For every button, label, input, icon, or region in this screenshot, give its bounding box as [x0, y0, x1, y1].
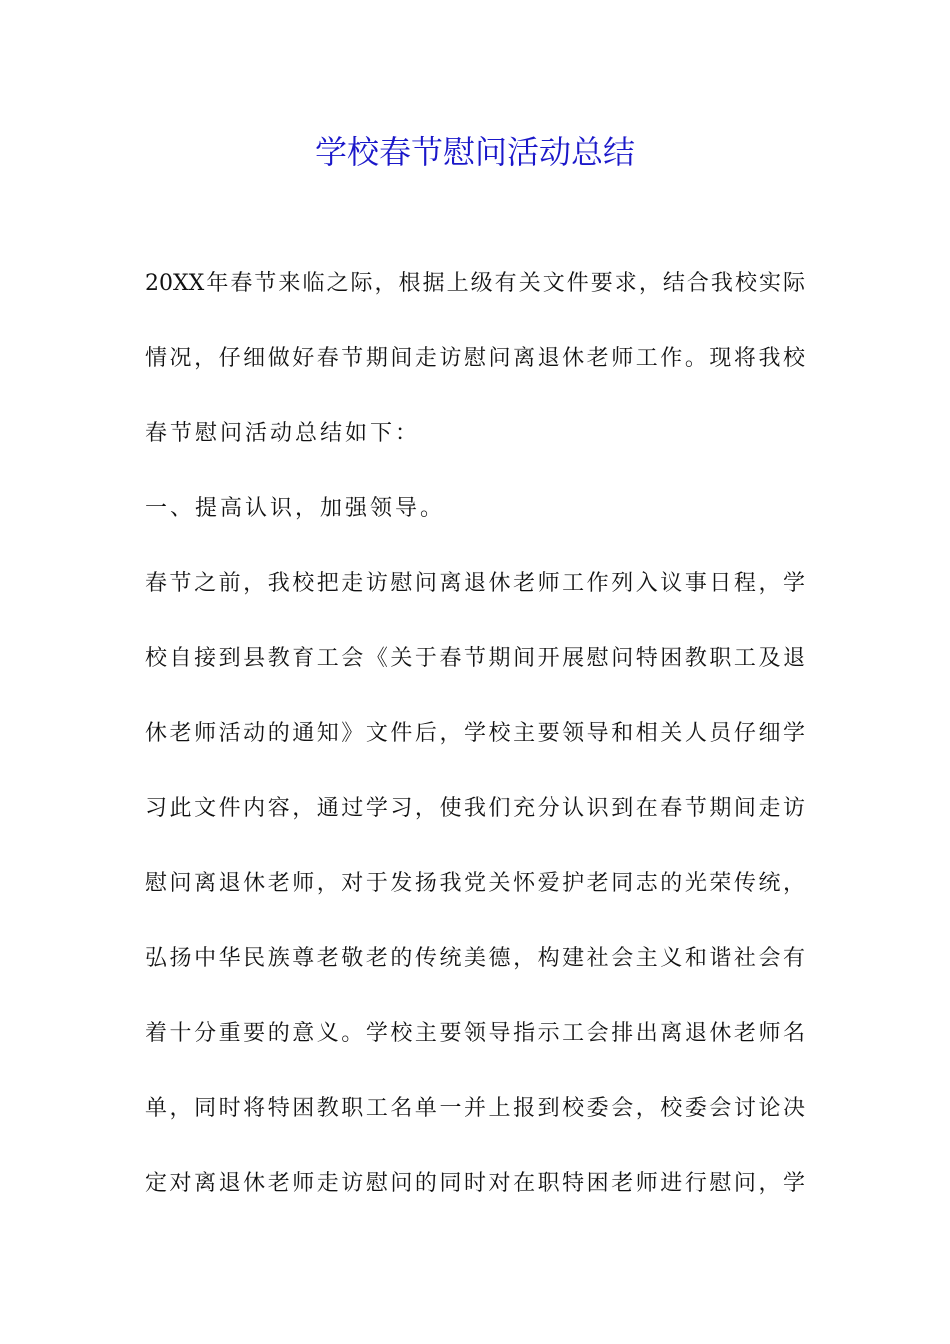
body-line-12: 单，同时将特困教职工名单一并上报到校委会，校委会讨论决: [145, 1096, 805, 1121]
body-line-3: 春节慰问活动总结如下：: [145, 421, 421, 446]
body-line-13: 定对离退休老师走访慰问的同时对在职特困老师进行慰问，学: [145, 1171, 805, 1196]
body-line-9: 慰问离退休老师，对于发扬我党关怀爱护老同志的光荣传统，: [145, 871, 805, 896]
body-line-7: 休老师活动的通知》文件后，学校主要领导和相关人员仔细学: [145, 721, 805, 746]
body-line-6: 校自接到县教育工会《关于春节期间开展慰问特困教职工及退: [145, 646, 805, 671]
body-line-2: 情况，仔细做好春节期间走访慰问离退休老师工作。现将我校: [145, 346, 805, 371]
section-heading-1: 一、提高认识，加强领导。: [145, 496, 446, 521]
body-line-10: 弘扬中华民族尊老敬老的传统美德，构建社会主义和谐社会有: [145, 946, 805, 971]
body-line-1: 20XX年春节来临之际，根据上级有关文件要求，结合我校实际: [145, 271, 805, 296]
body-line-11: 着十分重要的意义。学校主要领导指示工会排出离退休老师名: [145, 1021, 805, 1046]
body-line-5: 春节之前，我校把走访慰问离退休老师工作列入议事日程，学: [145, 571, 805, 596]
document-title: 学校春节慰问活动总结: [314, 133, 635, 171]
body-line-8: 习此文件内容，通过学习，使我们充分认识到在春节期间走访: [145, 796, 805, 821]
